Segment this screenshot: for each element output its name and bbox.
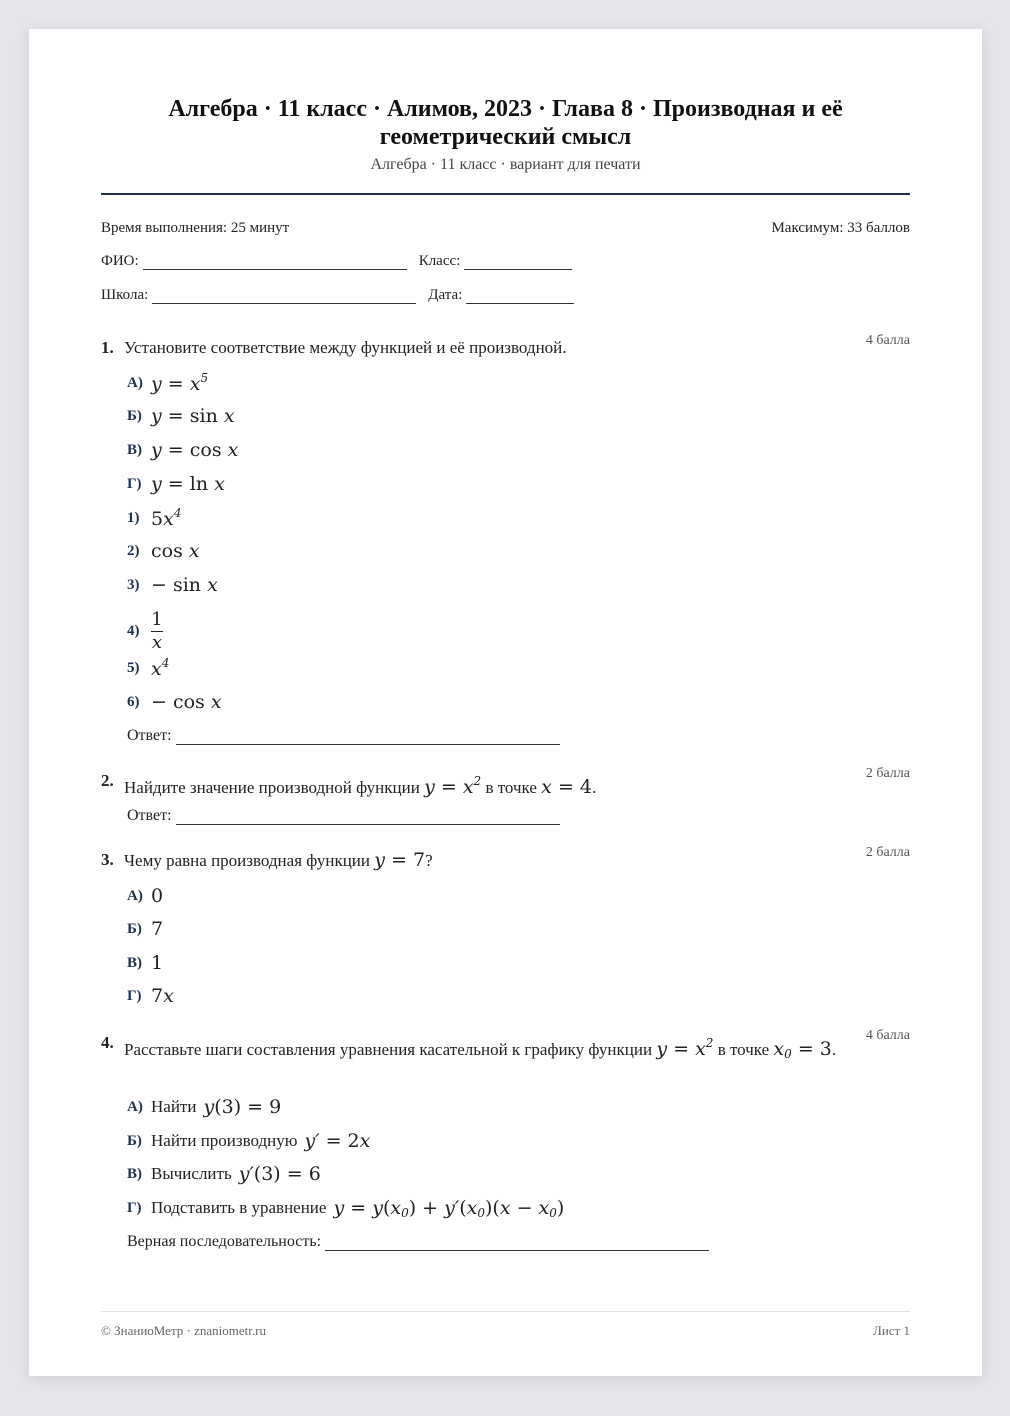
option-label: Г) [127,987,142,1004]
option-label: 6) [127,693,140,710]
answer-label: Верная последовательность: [127,1233,322,1250]
option-text: Подставить в уравнение [151,1198,327,1217]
q3-option-v [127,950,163,976]
q4-option-b [127,1128,370,1154]
formula: 0 [151,885,164,907]
formula: x = 4 [541,776,592,798]
q1-option-b [127,403,235,429]
school-field[interactable] [152,290,416,304]
question-text: Расставьте шаги составления уравнения касательной к графику функции [124,1040,653,1059]
meta-time-row [101,220,910,237]
class-field[interactable] [464,256,572,270]
option-label: В) [127,954,142,971]
option-label: 4) [127,622,140,639]
option-label: А) [127,887,143,904]
q4-option-a [127,1094,281,1120]
question-text: Чему равна производная функции [124,851,371,870]
fio-label: ФИО: [101,253,139,269]
option-label: Г) [127,475,142,492]
q1-option-4 [127,608,163,653]
question-points: 2 балла [865,766,910,781]
question-number: 4. [101,1033,114,1052]
question-text-wrap: Найдите значение производной функции $y = x^2$ в точке x = 4. [124,774,597,798]
formula: 7x [151,985,174,1007]
q1-option-a [127,370,208,396]
question-number: 2. [101,771,114,790]
q1-option-v [127,437,238,463]
question-number: 3. [101,850,114,869]
footer-copyright: © ЗнаниоМетр · znaniometr.ru [101,1323,266,1338]
option-label: Б) [127,920,142,937]
formula: $5x^4$ [151,506,182,530]
q1-answer-row [127,727,560,745]
question-text: Найдите значение производной функции [124,778,420,797]
class-label: Класс: [418,253,461,269]
page-subtitle: Алгебра · 11 класс · вариант для печати [370,156,641,173]
q4-answer-row [127,1233,709,1251]
formula: $y = x^2$ [656,1036,714,1060]
q1-option-5 [127,655,169,681]
school-row [101,287,910,304]
page-number: Лист 1 [873,1323,910,1338]
q1-option-g [127,471,225,497]
q1-option-6 [127,689,222,715]
date-label: Дата: [428,287,463,303]
option-label: А) [127,1098,143,1115]
question-3 [101,847,910,874]
formula: 7 [151,918,164,940]
question-text: Установите соответствие между функцией и её производной. [124,338,567,357]
option-label: Г) [127,1199,142,1216]
formula: $x_0 = 3$ [773,1038,832,1061]
formula: $y = x^2$ [424,774,482,798]
q1-option-2 [127,538,200,564]
page-title: Алгебра · 11 класс · Алимов, 2023 · Глава 8 · Производная и её геометрический смысл [168,96,843,150]
option-text: Найти производную [151,1131,298,1150]
question-1 [101,335,910,361]
formula: − sin x [151,574,218,596]
formula: − cos x [151,691,222,713]
student-name-row [101,253,910,270]
fio-field[interactable] [143,256,407,270]
formula: $y = x^5$ [151,371,209,395]
option-label: В) [127,1165,142,1182]
option-label: А) [127,374,143,391]
q2-answer-row [127,807,560,825]
answer-field[interactable] [325,1237,709,1251]
fraction-formula: $\frac{1}{x}$ [151,608,163,653]
question-2 [101,768,910,801]
max-score: Максимум: 33 баллов [771,220,910,236]
question-4 [101,1030,910,1067]
formula: y = 7 [374,849,426,871]
q3-option-b [127,916,163,942]
answer-label: Ответ: [127,807,172,824]
q1-option-3 [127,572,218,598]
option-text: Вычислить [151,1164,232,1183]
answer-field[interactable] [176,811,560,825]
header-divider [101,193,910,195]
formula: y(3) = 9 [203,1096,282,1118]
worksheet-page [29,29,982,1376]
time-limit: Время выполнения: 25 минут [101,220,290,236]
q4-option-g [127,1195,564,1221]
option-label: 1) [127,509,140,526]
option-label: В) [127,441,142,458]
option-label: Б) [127,1132,142,1149]
question-text: в точке [717,1040,770,1059]
question-text: в точке [485,778,537,797]
formula: y′(3) = 6 [238,1163,321,1185]
q1-option-1 [127,505,181,531]
school-label: Школа: [101,287,149,303]
answer-field[interactable] [176,731,560,745]
option-label: 3) [127,576,140,593]
option-label: 5) [127,659,140,676]
formula: y = cos x [151,439,239,461]
question-points: 4 балла [865,333,910,348]
formula: y = sin x [151,405,235,427]
q3-option-a [127,883,163,909]
footer-divider [101,1311,910,1312]
answer-label: Ответ: [127,727,172,744]
question-number: 1. [101,338,114,357]
option-text: Найти [151,1097,197,1116]
question-points: 4 балла [865,1028,910,1043]
option-label: 2) [127,542,140,559]
formula: cos x [151,540,200,562]
question-text-wrap [124,847,910,874]
date-field[interactable] [466,290,574,304]
option-label: Б) [127,407,142,424]
formula: 1 [151,952,164,974]
q3-option-g [127,983,174,1009]
footer [101,1323,910,1339]
formula: y′ = 2x [304,1130,371,1152]
question-points: 2 балла [865,845,910,860]
question-text: ? [425,851,433,870]
formula: $y = y(x_0) + y'(x_0)(x - x_0)$ [333,1196,565,1220]
q4-option-v [127,1161,321,1187]
formula: y = ln x [151,473,225,495]
question-text-wrap: Расставьте шаги составления уравнения касательной к графику функции $y = x^2$ в точке $x_0 = 3$. [124,1036,837,1061]
formula: $x^4$ [151,656,170,680]
